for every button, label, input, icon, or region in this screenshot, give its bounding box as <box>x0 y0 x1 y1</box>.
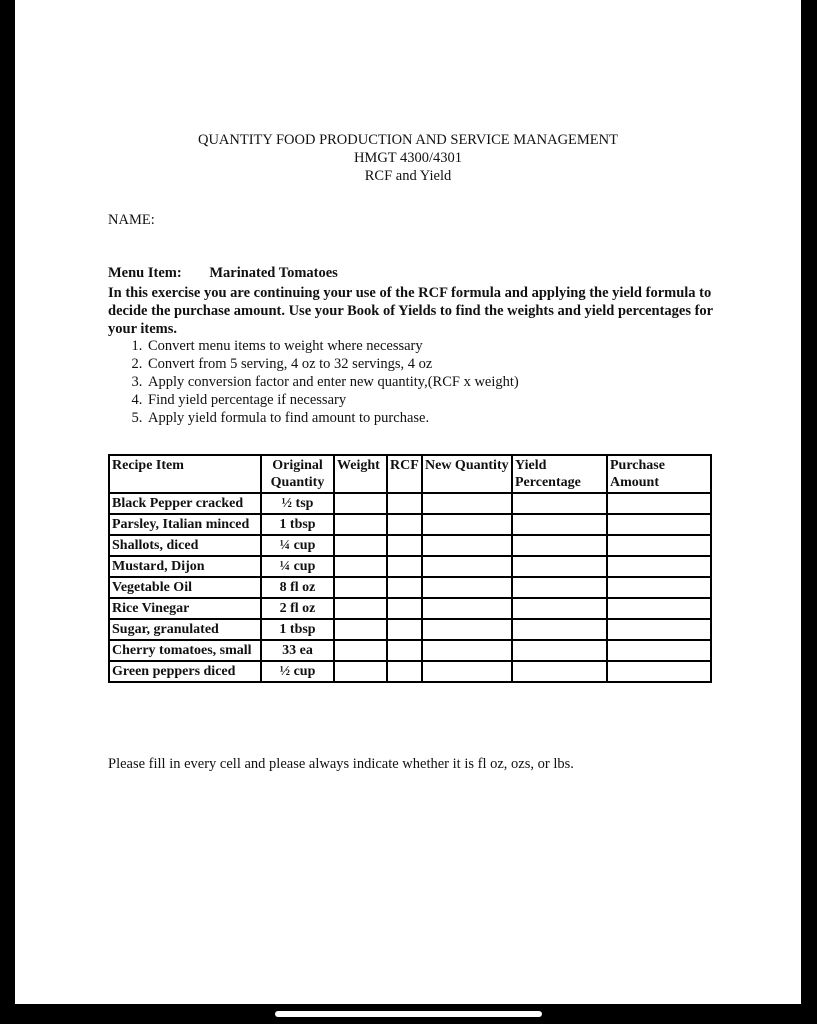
name-label: NAME: <box>108 212 155 228</box>
yield-percentage-cell <box>512 619 607 640</box>
original-quantity-cell: ½ tsp <box>261 493 334 514</box>
weight-cell <box>334 661 387 682</box>
yield-percentage-cell <box>512 598 607 619</box>
purchase-amount-cell <box>607 619 711 640</box>
original-quantity-cell: 8 fl oz <box>261 577 334 598</box>
weight-cell <box>334 535 387 556</box>
weight-cell <box>334 514 387 535</box>
original-quantity-cell: 1 tbsp <box>261 514 334 535</box>
recipe-item-cell: Vegetable Oil <box>109 577 261 598</box>
weight-cell <box>334 493 387 514</box>
new-quantity-cell <box>422 514 512 535</box>
yield-percentage-cell <box>512 661 607 682</box>
table-row <box>109 514 711 535</box>
step-item: 5. Apply yield formula to find amount to purchase. <box>146 409 519 427</box>
recipe-item-cell: Sugar, granulated <box>109 619 261 640</box>
table-row <box>109 493 711 514</box>
new-quantity-cell <box>422 619 512 640</box>
original-quantity-cell: 1 tbsp <box>261 619 334 640</box>
original-quantity-cell: 2 fl oz <box>261 598 334 619</box>
new-quantity-cell <box>422 493 512 514</box>
yield-percentage-cell <box>512 493 607 514</box>
purchase-amount-cell <box>607 514 711 535</box>
purchase-amount-cell <box>607 535 711 556</box>
rcf-cell <box>387 514 422 535</box>
table-row <box>109 661 711 682</box>
recipe-item-cell: Parsley, Italian minced <box>109 514 261 535</box>
purchase-amount-cell <box>607 598 711 619</box>
column-header: Yield Percentage <box>512 455 607 493</box>
rcf-cell <box>387 556 422 577</box>
rcf-cell <box>387 535 422 556</box>
yield-percentage-cell <box>512 640 607 661</box>
yield-percentage-cell <box>512 514 607 535</box>
rcf-cell <box>387 619 422 640</box>
document-header <box>15 131 801 185</box>
document-page <box>15 0 801 1004</box>
column-header: Original Quantity <box>261 455 334 493</box>
step-item: 4. Find yield percentage if necessary <box>146 391 519 409</box>
recipe-item-cell: Green peppers diced <box>109 661 261 682</box>
column-header: Recipe Item <box>109 455 261 493</box>
rcf-cell <box>387 598 422 619</box>
recipe-item-cell: Cherry tomatoes, small <box>109 640 261 661</box>
table-row <box>109 535 711 556</box>
yield-percentage-cell <box>512 535 607 556</box>
yield-percentage-cell <box>512 577 607 598</box>
column-header: New Quantity <box>422 455 512 493</box>
column-header: Weight <box>334 455 387 493</box>
rcf-cell <box>387 640 422 661</box>
recipe-table <box>108 454 712 683</box>
course-code: HMGT 4300/4301 <box>353 150 463 166</box>
course-title: QUANTITY FOOD PRODUCTION AND SERVICE MANAGEMENT <box>197 132 618 148</box>
weight-cell <box>334 598 387 619</box>
column-header: Purchase Amount <box>607 455 711 493</box>
rcf-cell <box>387 661 422 682</box>
menu-item-value: Marinated Tomatoes <box>209 265 338 281</box>
original-quantity-cell: ¼ cup <box>261 556 334 577</box>
assignment-title: RCF and Yield <box>364 168 452 184</box>
purchase-amount-cell <box>607 493 711 514</box>
new-quantity-cell <box>422 535 512 556</box>
recipe-item-cell: Mustard, Dijon <box>109 556 261 577</box>
table-row <box>109 556 711 577</box>
rcf-cell <box>387 493 422 514</box>
yield-percentage-cell <box>512 556 607 577</box>
purchase-amount-cell <box>607 577 711 598</box>
weight-cell <box>334 640 387 661</box>
step-item: 3. Apply conversion factor and enter new quantity,(RCF x weight) <box>146 373 519 391</box>
weight-cell <box>334 577 387 598</box>
instructions-paragraph: In this exercise you are continuing your use of the RCF formula and applying the yield formula to decide the purchase amount. Use your Book of Yields to find the weights and yield percentages for your items. <box>108 285 713 337</box>
steps-list <box>108 337 519 427</box>
purchase-amount-cell <box>607 640 711 661</box>
recipe-item-cell: Shallots, diced <box>109 535 261 556</box>
original-quantity-cell: ½ cup <box>261 661 334 682</box>
weight-cell <box>334 619 387 640</box>
weight-cell <box>334 556 387 577</box>
new-quantity-cell <box>422 598 512 619</box>
table-row <box>109 598 711 619</box>
menu-item-label: Menu Item: <box>108 265 182 281</box>
home-indicator-bar[interactable] <box>275 1011 542 1017</box>
purchase-amount-cell <box>607 661 711 682</box>
table-row <box>109 577 711 598</box>
original-quantity-cell: ¼ cup <box>261 535 334 556</box>
new-quantity-cell <box>422 577 512 598</box>
recipe-item-cell: Black Pepper cracked <box>109 493 261 514</box>
footer-note: Please fill in every cell and please always indicate whether it is fl oz, ozs, or lbs. <box>108 756 574 772</box>
step-item: 2. Convert from 5 serving, 4 oz to 32 servings, 4 oz <box>146 355 519 373</box>
original-quantity-cell: 33 ea <box>261 640 334 661</box>
new-quantity-cell <box>422 640 512 661</box>
purchase-amount-cell <box>607 556 711 577</box>
rcf-cell <box>387 577 422 598</box>
new-quantity-cell <box>422 661 512 682</box>
step-item: 1. Convert menu items to weight where necessary <box>146 337 519 355</box>
table-header-row <box>109 455 711 493</box>
menu-item-line <box>108 265 338 282</box>
table-row <box>109 640 711 661</box>
column-header: RCF <box>387 455 422 493</box>
new-quantity-cell <box>422 556 512 577</box>
recipe-item-cell: Rice Vinegar <box>109 598 261 619</box>
table-row <box>109 619 711 640</box>
